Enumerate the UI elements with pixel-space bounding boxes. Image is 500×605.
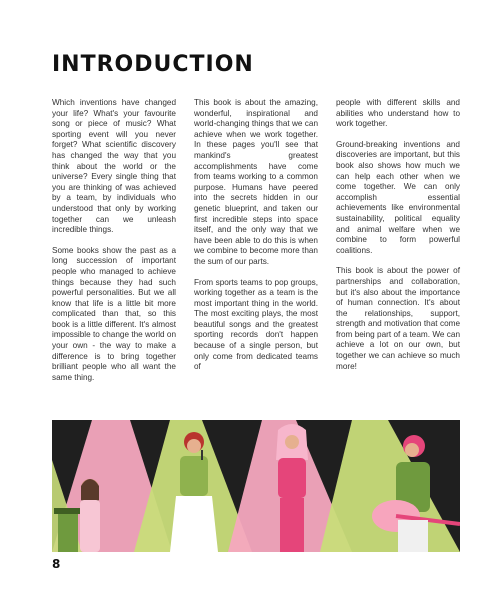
pink-singer-figure: [276, 424, 308, 552]
paragraph: Ground-breaking inventions and discoveries are important, but this book also shows how much we can help each other when we come together. We can only accomplish essential achievements like environmental sustainability, political equality and animal welfare when we combine to form powerful coalitions.: [336, 139, 460, 255]
page-heading: INTRODUCTION: [52, 52, 254, 77]
paragraph: Some books show the past as a long succession of important people who managed to achieve things because they had such powerful personalities. But we all know that life is a little bit more complicated than that, so this book is a little different. It's almost impossible to change the world on your own - the way to make a difference is to bring together brilliant people who all want the same thing.: [52, 245, 176, 382]
text-column-2: [194, 98, 318, 393]
paragraph: This book is about the amazing, wonderful, inspirational and world-changing things that we can achieve when we work together. In these pages you'll see that mankind's greatest accomplishments have come from teams working to a common purpose. Humans have peered into the secrets hidden in our genetic blueprint, and taken our first incredible steps into space itself, and the only way that we have been able to do this is when we combine to become more than the sum of our parts.: [194, 98, 318, 266]
text-columns: [52, 98, 460, 393]
text-column-3: [336, 98, 460, 393]
paragraph: people with different skills and abilities who understand how to work together.: [336, 98, 460, 129]
text-column-1: [52, 98, 176, 393]
paragraph: From sports teams to pop groups, working together as a team is the most important thing in the world. The most exciting plays, the most beautiful songs and the greatest sporting records don't happen because of a single person, but only come from dedicated teams of: [194, 277, 318, 372]
paragraph: This book is about the power of partnerships and collaboration, but it's also about the importance of human connection. It's about the relationships, support, strength and motivation that come from being part of a team. We can achieve a lot on our own, but together we can achieve so much more!: [336, 266, 460, 371]
page-number: 8: [52, 557, 61, 571]
paragraph: Which inventions have changed your life? What's your favourite song or piece of music? What sporting event will you never forget? What scientific discovery has changed the way that you think about the world or the universe? Every single thing that you are thinking of was achieved by a team, by individuals who understood that only by working together can we unleash incredible things.: [52, 98, 176, 235]
band-illustration: [52, 420, 460, 552]
band-illustration-svg: [52, 420, 460, 552]
